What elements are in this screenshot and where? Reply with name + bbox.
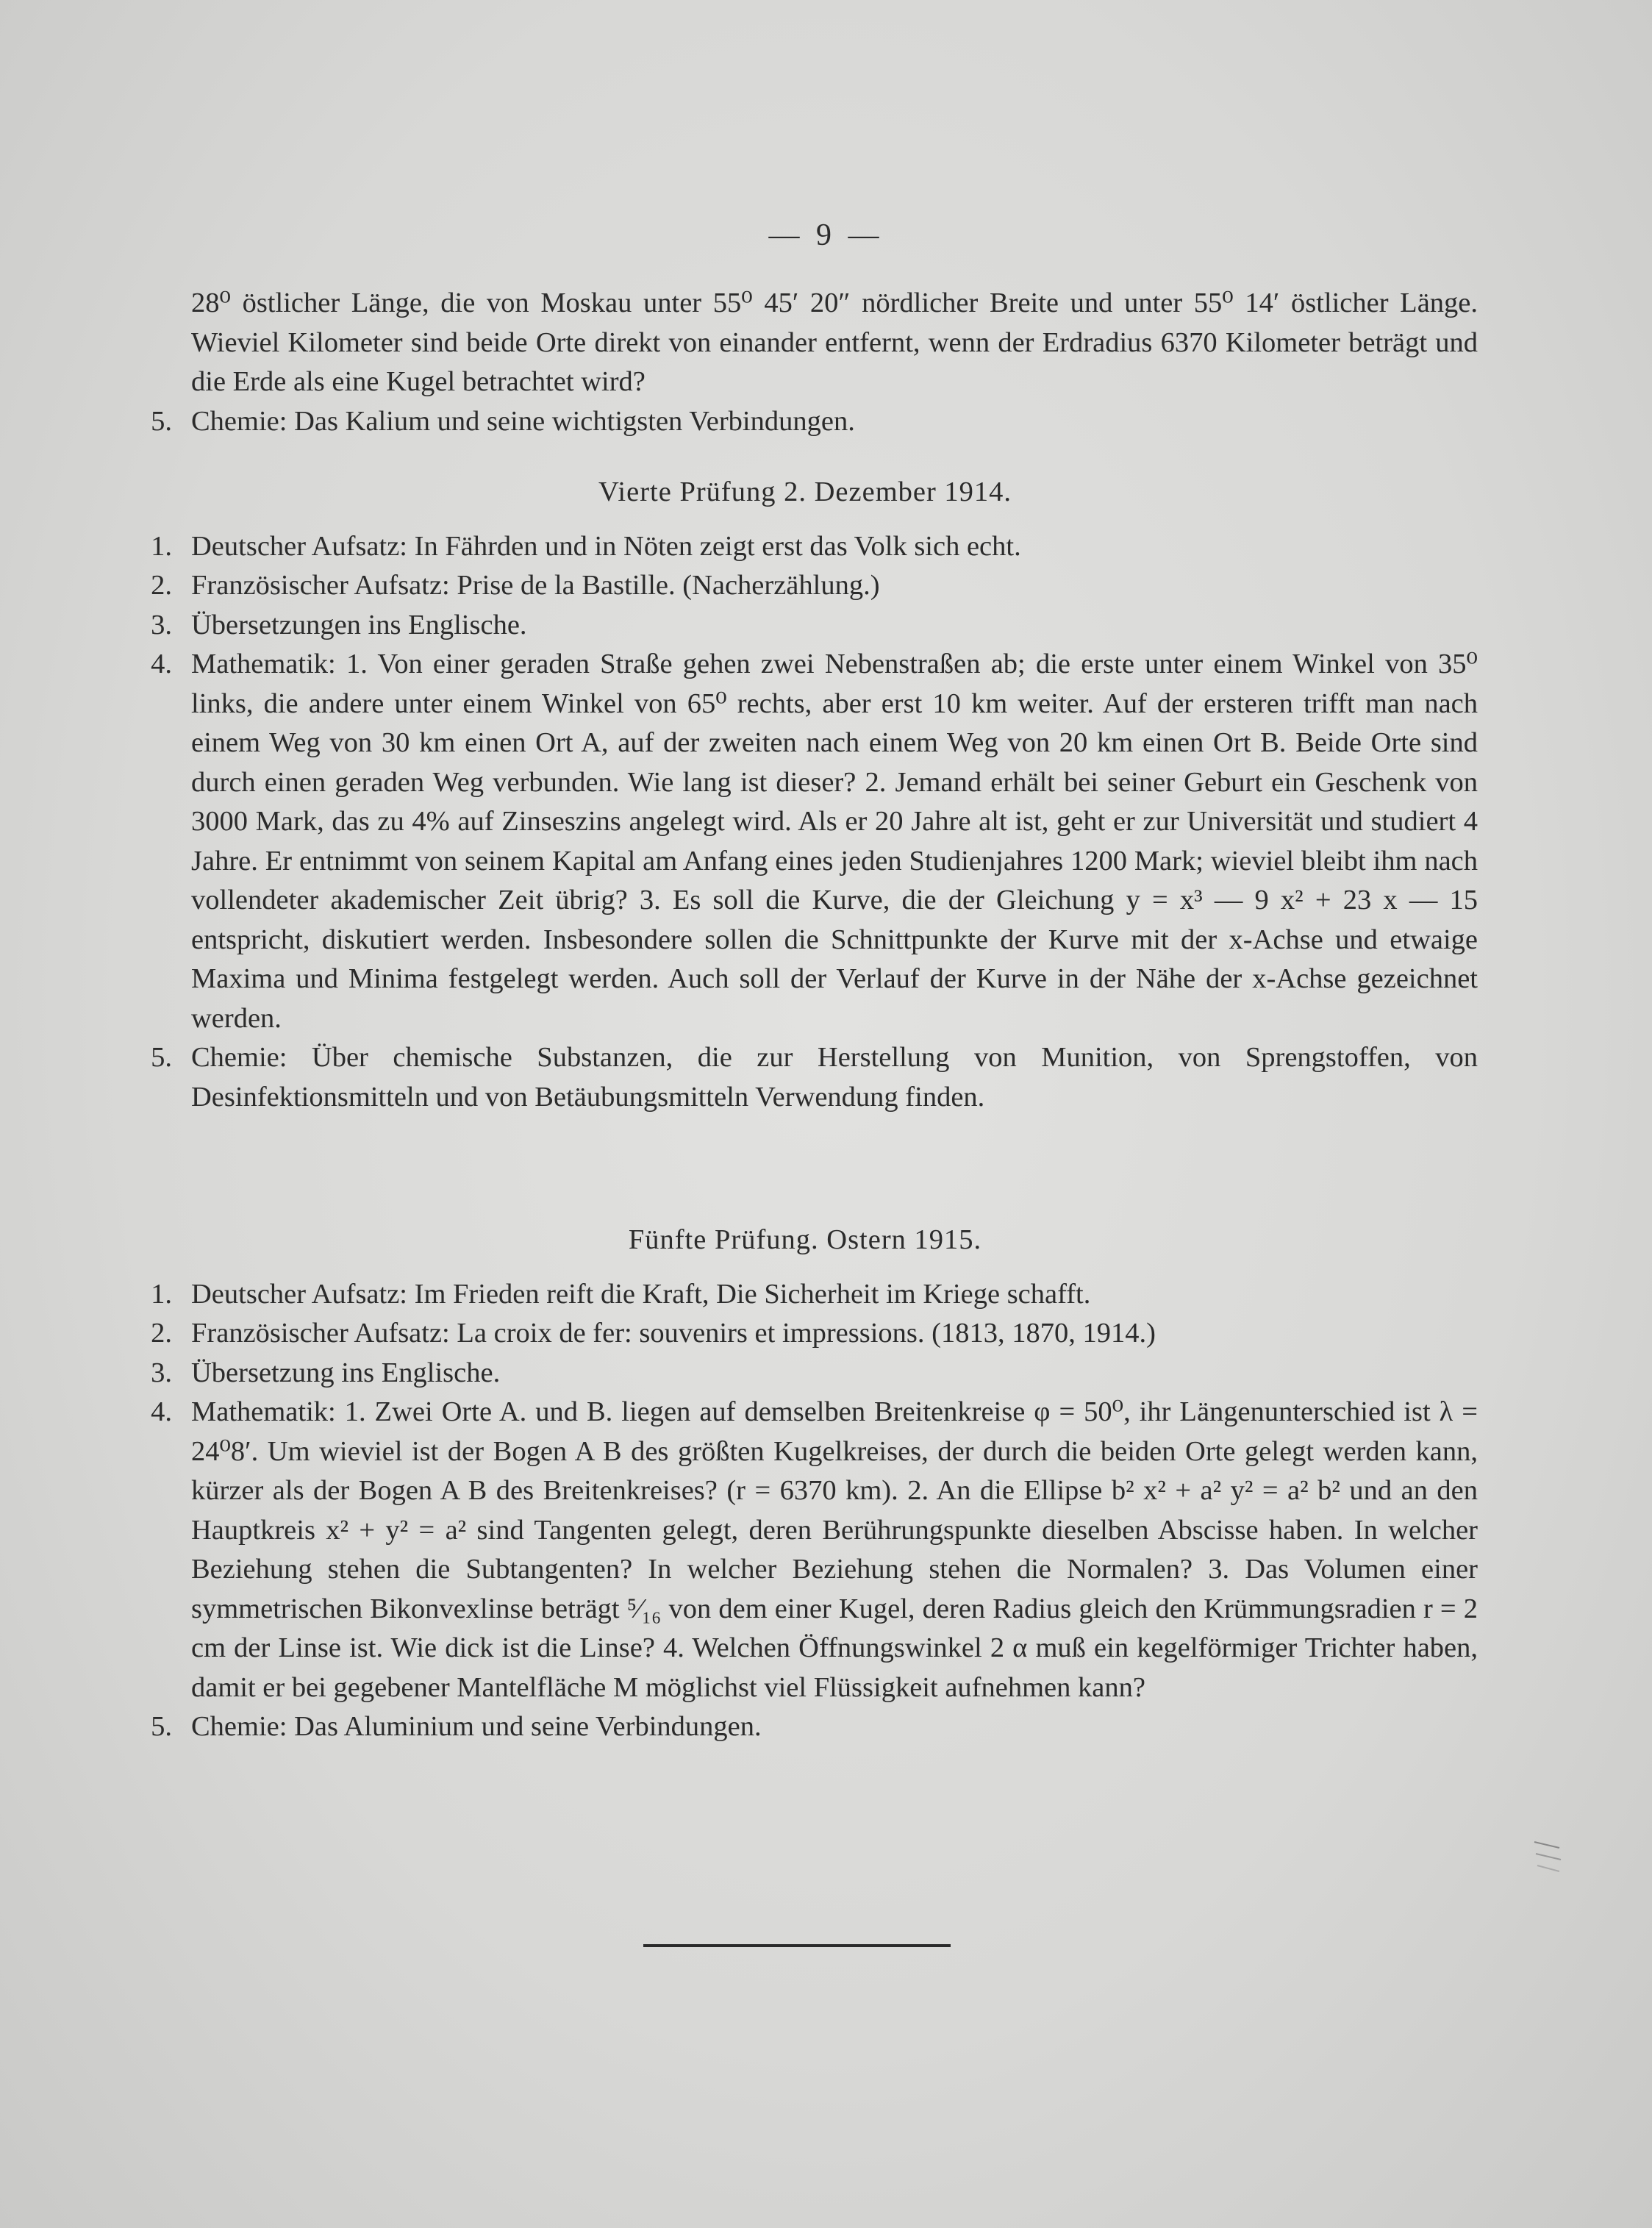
item-number: 1. xyxy=(151,530,172,562)
item-number: 4. xyxy=(151,1396,172,1427)
item-text: Übersetzung ins Englische. xyxy=(191,1357,501,1388)
section-fuenfte-pruefung xyxy=(132,1221,1478,1747)
margin-scratch-marks xyxy=(1533,1835,1562,1879)
item-number: 3. xyxy=(151,1357,172,1388)
item-text: Mathematik: 1. Von einer geraden Straße gehen zwei Nebenstraßen ab; die erste unter einem Winkel von 35⁰ links, die andere unter einem Winkel von 65⁰ rechts, aber erst 10 km weiter. Auf der ersteren trifft man nach einem Weg von 30 km einen Ort A, auf der zweiten nach einem Weg von 20 km einen Ort B. Beide Orte sind durch einen geraden Weg verbunden. Wie lang ist dieser? 2. Jemand erhält bei seiner Geburt ein Geschenk von 3000 Mark, das zu 4% auf Zinseszins angelegt wird. Als er 20 Jahre alt ist, geht er zur Universität und studiert 4 Jahre. Er entnimmt von seinem Kapital am Anfang eines jeden Studienjahres 1200 Mark; wieviel bleibt ihm nach vollendeter akademischer Zeit übrig? 3. Es soll die Kurve, die der Gleichung y = x³ — 9 x² + 23 x — 15 entspricht, diskutiert werden. Insbesondere sollen die Schnittpunkte der Kurve mit der x-Achse und etwaige Maxima und Minima festgelegt werden. Auch soll der Verlauf der Kurve in der Nähe der x-Achse gezeichnet werden. xyxy=(191,649,1478,1034)
continuation-paragraph: 28⁰ östlicher Länge, die von Moskau unter 55⁰ 45′ 20″ nördlicher Breite und unter 55⁰ 14′ östlicher Länge. Wieviel Kilometer sind beide Orte direkt von einander entfernt, wenn der Erdradius 6370 Kilometer beträgt und die Erde als eine Kugel betrachtet wird? xyxy=(191,288,1478,397)
item-number: 1. xyxy=(151,1278,172,1310)
list-item xyxy=(132,645,1478,1038)
list-item xyxy=(132,1314,1478,1354)
item-text: Deutscher Aufsatz: In Fährden und in Nöten zeigt erst das Volk sich echt. xyxy=(191,530,1021,562)
item-text: Chemie: Über chemische Substanzen, die zur Herstellung von Munition, von Sprengstoffen, von Desinfektionsmitteln und von Betäubungsmitteln Verwendung finden. xyxy=(191,1042,1478,1113)
item-text: Mathematik: 1. Zwei Orte A. und B. liegen auf demselben Breitenkreise φ = 50⁰, ihr Längenunterschied ist λ = 24⁰8′. Um wieviel ist der Bogen A B des größten Kugelkreises, der durch die beiden Orte gelegt werden kann, kürzer als der Bogen A B des Breitenkreises? (r = 6370 km). 2. An die Ellipse b² x² + a² y² = a² b² und an den Hauptkreis x² + y² = a² sind Tangenten gelegt, deren Berührungspunkte dieselben Abscisse haben. In welcher Beziehung stehen die Subtangenten? In welcher Beziehung stehen die Normalen? 3. Das Volumen einer symmetrischen Bikonvexlinse beträgt ⁵⁄₁₆ von dem einer Kugel, deren Radius gleich den Krümmungsradien r = 2 cm der Linse ist. Wie dick ist die Linse? 4. Welchen Öffnungswinkel 2 α muß ein kegelförmiger Trichter haben, damit er bei gegebener Mantelfläche M möglichst viel Flüssigkeit aufnehmen kann? xyxy=(191,1396,1478,1703)
continuation-block xyxy=(132,284,1478,441)
item-text: Französischer Aufsatz: Prise de la Bastille. (Nacherzählung.) xyxy=(191,570,880,601)
page-number: — 9 — xyxy=(768,218,884,252)
item-number: 5. xyxy=(151,1042,172,1073)
list-item xyxy=(132,1038,1478,1117)
section-heading: Fünfte Prüfung. Ostern 1915. xyxy=(628,1224,982,1255)
list-item xyxy=(132,1707,1478,1747)
item-number: 4. xyxy=(151,649,172,679)
item-text: Chemie: Das Kalium und seine wichtigsten Verbindungen. xyxy=(191,405,855,437)
closing-rule xyxy=(643,1944,951,1947)
item-text: Chemie: Das Aluminium und seine Verbindungen. xyxy=(191,1711,762,1742)
item-number: 2. xyxy=(151,570,172,601)
list-item xyxy=(132,1354,1478,1393)
section-heading: Vierte Prüfung 2. Dezember 1914. xyxy=(598,476,1012,507)
list-item xyxy=(132,566,1478,606)
list-item xyxy=(132,527,1478,567)
item-text: Übersetzungen ins Englische. xyxy=(191,609,527,640)
item-number: 2. xyxy=(151,1318,172,1349)
section-vierte-pruefung xyxy=(132,473,1478,1117)
list-item xyxy=(132,606,1478,646)
list-item xyxy=(132,402,1478,442)
list-item xyxy=(132,1393,1478,1707)
list-item xyxy=(132,1275,1478,1315)
item-number: 3. xyxy=(151,609,172,640)
item-text: Deutscher Aufsatz: Im Frieden reift die Kraft, Die Sicherheit im Kriege schafft. xyxy=(191,1278,1091,1310)
item-number: 5. xyxy=(151,1711,172,1742)
item-number: 5. xyxy=(151,405,172,437)
item-text: Französischer Aufsatz: La croix de fer: souvenirs et impressions. (1813, 1870, 1914.) xyxy=(191,1318,1156,1349)
